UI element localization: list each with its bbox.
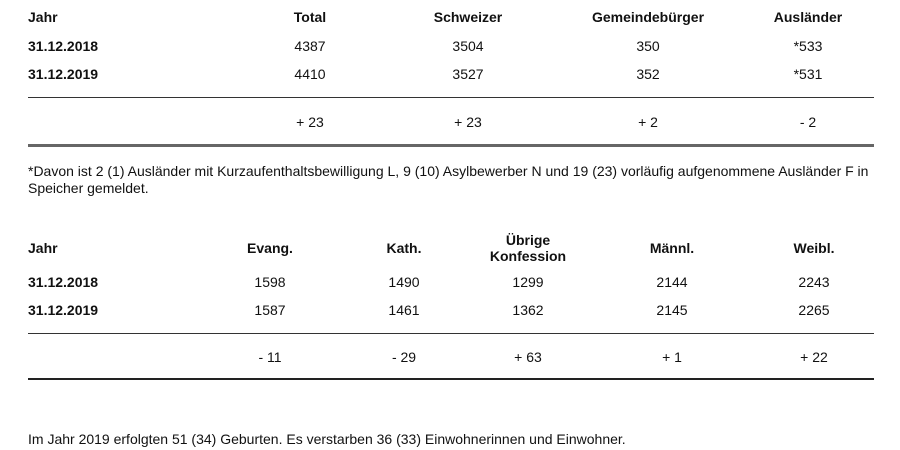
table2-header-row [28, 231, 874, 265]
table1-header-foreigners: Ausländer [773, 9, 843, 25]
table2-diff-kath: - 29 [391, 349, 417, 365]
table1-header-swiss: Schweizer [433, 9, 503, 25]
table2-bottom-rule [28, 378, 874, 380]
table1-diff-citizens: + 2 [638, 114, 658, 130]
table1-diff-swiss: + 23 [454, 114, 482, 130]
table2-diff-row [28, 344, 874, 370]
table2-kath-cell: 1490 [388, 274, 420, 290]
table1-diff-total: + 23 [296, 114, 324, 130]
table2-kath-cell: 1461 [388, 302, 420, 318]
closing-text: Im Jahr 2019 erfolgten 51 (34) Geburten. Es verstarben 36 (33) Einwohnerinnen und Einwohner. [28, 431, 626, 447]
table1-header-citizens: Gemeindebürger [591, 9, 705, 25]
footnote: *Davon ist 2 (1) Ausländer mit Kurzaufenthaltsbewilligung L, 9 (10) Asylbewerber N und 19 (23) vorläufig aufgenommene Ausländer F in Speicher gemeldet. [28, 163, 869, 196]
table1-year-cell: 31.12.2018 [28, 38, 99, 54]
table2-other-cell: 1299 [512, 274, 544, 290]
table2-header-other-line1: Übrige [505, 232, 551, 248]
table1-bottom-rule [28, 144, 874, 147]
table2-header-male: Männl. [649, 240, 695, 256]
table2-female-cell: 2265 [798, 302, 830, 318]
table2-evang-cell: 1598 [254, 274, 286, 290]
table2-divider [28, 333, 874, 334]
table2-header-year: Jahr [28, 240, 58, 256]
table1-year-cell: 31.12.2019 [28, 66, 99, 82]
table1-total-cell: 4387 [294, 38, 326, 54]
table2-diff-other: + 63 [514, 349, 542, 365]
table1-diff-row [28, 109, 874, 135]
table2-other-cell: 1362 [512, 302, 544, 318]
table1-header-total: Total [293, 9, 327, 25]
table-row [28, 297, 874, 323]
table2-header-kath: Kath. [386, 240, 422, 256]
table2-evang-cell: 1587 [254, 302, 286, 318]
table2-male-cell: 2145 [656, 302, 688, 318]
table2-header-female: Weibl. [793, 240, 835, 256]
table1-diff-foreigners: - 2 [799, 114, 817, 130]
table1-swiss-cell: 3504 [452, 38, 484, 54]
table2-diff-female: + 22 [800, 349, 828, 365]
table1-swiss-cell: 3527 [452, 66, 484, 82]
table2-year-cell: 31.12.2018 [28, 274, 99, 290]
table-row [28, 61, 874, 87]
table2-header-other [458, 232, 598, 264]
table-row [28, 33, 874, 59]
table1-header-year: Jahr [28, 9, 58, 25]
table2-year-cell: 31.12.2019 [28, 302, 99, 318]
table1-total-cell: 4410 [294, 66, 326, 82]
table2-male-cell: 2144 [656, 274, 688, 290]
table1-header-row [28, 4, 874, 30]
table1-divider [28, 97, 874, 98]
table1-foreigners-cell: *533 [793, 38, 823, 54]
table1-citizens-cell: 350 [636, 38, 660, 54]
table-row [28, 269, 874, 295]
table2-female-cell: 2243 [798, 274, 830, 290]
table2-header-other-line2: Konfession [489, 248, 567, 264]
table2-header-evang: Evang. [247, 240, 293, 256]
table1-foreigners-cell: *531 [793, 66, 823, 82]
table2-diff-evang: - 11 [258, 349, 282, 365]
table1-citizens-cell: 352 [636, 66, 660, 82]
table2-diff-male: + 1 [662, 349, 682, 365]
